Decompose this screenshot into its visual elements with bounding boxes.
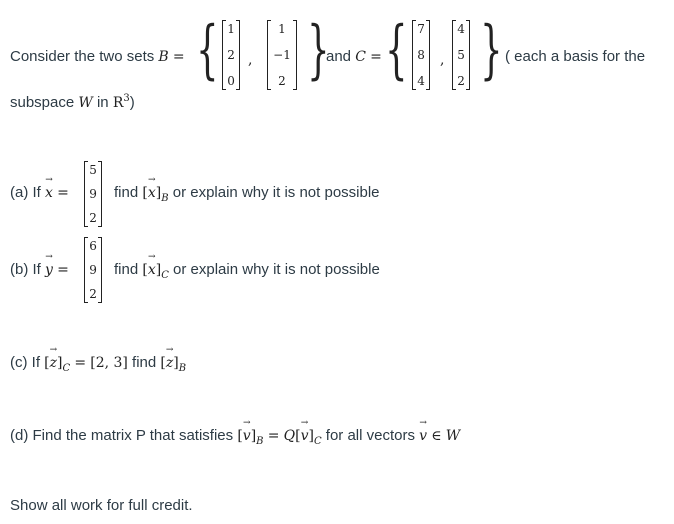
part-b-question [114,261,380,281]
b1-entry-1: 1 [227,22,235,36]
part-d-in-var: → v [419,428,427,444]
part-a-lead [10,184,69,201]
real-r: R [112,95,124,111]
part-b-coord: [→ $x]_C$ [142,262,169,278]
part-c-basis: C [62,363,71,374]
part-d-rhs-basis: C [313,436,322,447]
part-d-lhs-basis: B [256,436,264,447]
real-exponent: 3 [123,93,130,104]
c2-entry-2: 5 [457,48,465,62]
set-c-intro [326,48,382,65]
set-b-right-brace: } [307,13,330,87]
basis-b-vector-1 [222,20,240,90]
part-b-entry-2: 9 [89,263,97,277]
part-b-entry-1: 6 [89,239,97,253]
c1-entry-3: 4 [417,74,425,88]
part-a-vector [84,161,102,227]
set-b-equals: = [172,49,185,65]
footer-note: Show all work for full credit. [10,497,193,514]
set-c-right-brace: } [480,13,503,87]
part-a-find: find [114,184,139,201]
part-c-target-basis: B [178,363,187,374]
b1-entry-2: 2 [227,48,235,62]
part-b-label: (b) If [10,261,41,278]
part-a-label: (a) If [10,184,41,201]
part-a-question [114,184,380,204]
part-a-equals: = [57,185,69,201]
intro-lead: Consider the two sets [10,48,155,65]
c1-entry-1: 7 [417,22,425,36]
part-b-target-basis: C [161,270,169,281]
set-c-equals: = [370,49,382,65]
basis-c-vector-2 [452,20,470,90]
subspace-word: subspace [10,94,75,111]
part-a-coord: [→ $x]_B$ [142,185,168,201]
close-paren: ) [129,94,135,111]
set-b-symbol: B [158,49,169,65]
part-b-target-var: → x [148,262,156,278]
and-text: and [326,48,352,65]
part-b-lead [10,261,69,278]
part-a-entry-3: 2 [89,211,97,225]
part-d [10,427,461,447]
c1-entry-2: 8 [417,48,425,62]
part-b-equals: = [57,262,69,278]
part-b-vector [84,237,102,303]
part-b-find: find [114,261,139,278]
part-c-value: [2, 3] [90,355,128,371]
part-a-target-basis: B [161,193,169,204]
part-d-lhs-var: → v [243,428,251,444]
set-b-left-brace: { [196,13,219,87]
part-a-entry-1: 5 [89,163,97,177]
set-b-comma: , [248,52,253,68]
set-c-symbol: C [355,49,366,65]
intro-line-1 [10,48,185,65]
part-d-text: (d) Find the matrix P that satisfies [10,427,234,444]
intro-line-2 [10,94,135,111]
part-d-rhs-var: → v [301,428,309,444]
part-c-coord: [→ $z]_C$ [44,355,70,371]
intro-tail: ( each a basis for the [505,48,646,65]
part-b-entry-3: 2 [89,287,97,301]
b2-entry-2: −1 [273,48,291,62]
b1-entry-3: 0 [227,74,235,88]
part-a-var: → x [45,185,53,201]
in-word: in [96,94,109,111]
part-d-lhs: [→ $v]_B$ [237,428,263,444]
part-c-equals: = [74,355,87,371]
b2-entry-1: 1 [278,22,286,36]
part-b-var: → y [45,262,53,278]
part-b-rest: or explain why it is not possible [173,261,380,278]
part-d-in-symbol: ∈ [431,428,442,444]
basis-c-vector-1 [412,20,430,90]
set-c-comma: , [440,52,445,68]
subspace-w: W [78,95,93,111]
part-c-var: → z [50,355,57,371]
part-a-rest: or explain why it is not possible [172,184,380,201]
part-a-entry-2: 9 [89,187,97,201]
part-c-label: (c) If [10,354,40,371]
part-c [10,354,187,374]
c2-entry-1: 4 [457,22,465,36]
b2-entry-3: 2 [278,74,286,88]
part-d-for-all: for all vectors [325,427,415,444]
part-d-equals: = [267,428,280,444]
part-d-q: Q [283,428,296,444]
real-space-symbol [113,95,130,111]
part-d-rhs: $Q[\to v]_C$ [284,428,322,444]
part-d-space: W [445,428,461,444]
part-c-find: find [132,354,157,371]
c2-entry-3: 2 [457,74,465,88]
part-c-target-var: → z [166,355,173,371]
set-c-left-brace: { [385,13,408,87]
part-c-target: [→ $z]_B$ [160,355,186,371]
part-a-target-var: → x [148,185,156,201]
basis-b-vector-2 [267,20,297,90]
